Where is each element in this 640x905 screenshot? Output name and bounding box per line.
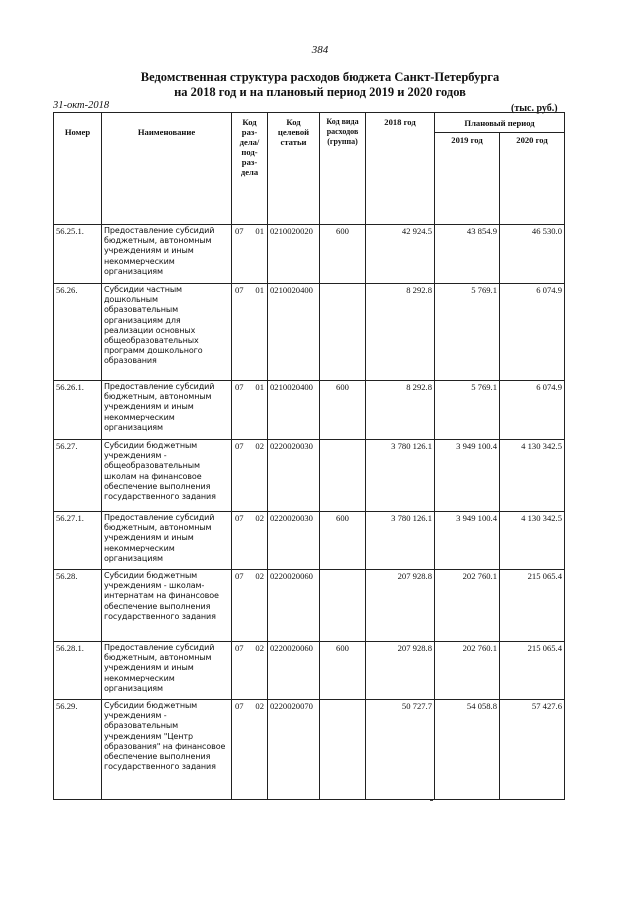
row-target-code: 0210020400	[268, 284, 320, 381]
row-section-code	[232, 225, 268, 284]
header-year-2019: 2019 год	[435, 133, 500, 225]
row-podrazdel: 02	[255, 441, 264, 451]
table-row	[54, 700, 565, 800]
row-name: Субсидии бюджетным учреждениям - образовательным учреждениям "Центр образования" на финансовое обеспечение выполнения государственного задания	[102, 700, 232, 800]
page-number: 384	[311, 44, 329, 56]
table-row	[54, 570, 565, 642]
row-razdel: 07	[235, 285, 244, 295]
row-section-code	[232, 512, 268, 570]
document-title	[0, 70, 640, 100]
row-razdel: 07	[235, 643, 244, 653]
row-number: 56.28.1.	[54, 642, 102, 700]
row-amount-2019: 5 769.1	[435, 381, 500, 440]
row-amount-2019: 54 058.8	[435, 700, 500, 800]
row-expense-type: 600	[320, 381, 366, 440]
header-planned-period: Плановый период	[435, 113, 565, 133]
row-target-code: 0220020060	[268, 570, 320, 642]
row-razdel: 07	[235, 513, 244, 523]
row-expense-type: 600	[320, 512, 366, 570]
row-amount-2018: 42 924.5	[366, 225, 435, 284]
row-amount-2019: 202 760.1	[435, 642, 500, 700]
header-number: Номер	[54, 113, 102, 225]
row-name: Субсидии бюджетным учреждениям - школам-интернатам на финансовое обеспечение выполнения государственного задания	[102, 570, 232, 642]
table-row	[54, 642, 565, 700]
row-amount-2018: 207 928.8	[366, 642, 435, 700]
table-row	[54, 440, 565, 512]
row-podrazdel: 02	[255, 701, 264, 711]
units-label: (тыс. руб.)	[511, 103, 558, 114]
row-target-code: 0210020400	[268, 381, 320, 440]
header-expense-type-code: Код вида расходов (группа)	[320, 113, 366, 225]
row-razdel: 07	[235, 571, 244, 581]
row-podrazdel: 02	[255, 643, 264, 653]
row-name: Предоставление субсидий бюджетным, автономным учреждениям и иным некоммерческим организациям	[102, 225, 232, 284]
row-section-code	[232, 700, 268, 800]
row-amount-2020: 46 530.0	[500, 225, 565, 284]
row-razdel: 07	[235, 226, 244, 236]
row-amount-2018: 3 780 126.1	[366, 440, 435, 512]
row-target-code: 0220020030	[268, 512, 320, 570]
row-podrazdel: 01	[255, 226, 264, 236]
row-amount-2018: 3 780 126.1	[366, 512, 435, 570]
row-target-code: 0220020070	[268, 700, 320, 800]
row-amount-2019: 3 949 100.4	[435, 440, 500, 512]
row-amount-2019: 202 760.1	[435, 570, 500, 642]
row-amount-2018: 207 928.8	[366, 570, 435, 642]
row-expense-type	[320, 700, 366, 800]
row-target-code: 0220020060	[268, 642, 320, 700]
title-line-2: на 2018 год и на плановый период 2019 и 2020 годов	[174, 85, 466, 99]
row-podrazdel: 02	[255, 513, 264, 523]
row-expense-type: 600	[320, 642, 366, 700]
row-amount-2020: 215 065.4	[500, 570, 565, 642]
scan-mark	[430, 800, 433, 801]
row-name: Субсидии частным дошкольным образовательным организациям для реализации основных общеобразовательных программ дошкольного образования	[102, 284, 232, 381]
row-number: 56.26.	[54, 284, 102, 381]
row-number: 56.27.	[54, 440, 102, 512]
document-date: 31-окт-2018	[53, 100, 110, 111]
row-expense-type: 600	[320, 225, 366, 284]
row-amount-2020: 215 065.4	[500, 642, 565, 700]
row-amount-2018: 8 292.8	[366, 381, 435, 440]
row-amount-2019: 3 949 100.4	[435, 512, 500, 570]
header-target-code: Код целевой статьи	[268, 113, 320, 225]
row-amount-2019: 43 854.9	[435, 225, 500, 284]
row-number: 56.29.	[54, 700, 102, 800]
row-razdel: 07	[235, 382, 244, 392]
row-section-code	[232, 381, 268, 440]
row-amount-2018: 8 292.8	[366, 284, 435, 381]
table-row	[54, 284, 565, 381]
row-podrazdel: 02	[255, 571, 264, 581]
row-section-code	[232, 642, 268, 700]
header-name: Наименование	[102, 113, 232, 225]
budget-table	[53, 112, 565, 800]
table-row	[54, 225, 565, 284]
row-amount-2019: 5 769.1	[435, 284, 500, 381]
row-amount-2020: 6 074.9	[500, 284, 565, 381]
row-podrazdel: 01	[255, 285, 264, 295]
table-row	[54, 381, 565, 440]
row-amount-2020: 57 427.6	[500, 700, 565, 800]
row-expense-type	[320, 284, 366, 381]
row-number: 56.26.1.	[54, 381, 102, 440]
row-number: 56.28.	[54, 570, 102, 642]
row-name: Предоставление субсидий бюджетным, автономным учреждениям и иным некоммерческим организациям	[102, 381, 232, 440]
row-podrazdel: 01	[255, 382, 264, 392]
header-section-code: Код раз- дела/ под- раз- дела	[232, 113, 268, 225]
row-amount-2018: 50 727.7	[366, 700, 435, 800]
row-razdel: 07	[235, 441, 244, 451]
row-expense-type	[320, 440, 366, 512]
title-line-1: Ведомственная структура расходов бюджета Санкт-Петербурга	[140, 70, 500, 84]
row-expense-type	[320, 570, 366, 642]
row-name: Предоставление субсидий бюджетным, автономным учреждениям и иным некоммерческим организациям	[102, 642, 232, 700]
row-section-code	[232, 440, 268, 512]
row-amount-2020: 4 130 342.5	[500, 440, 565, 512]
row-amount-2020: 6 074.9	[500, 381, 565, 440]
header-year-2020: 2020 год	[500, 133, 565, 225]
row-amount-2020: 4 130 342.5	[500, 512, 565, 570]
row-target-code: 0210020020	[268, 225, 320, 284]
row-target-code: 0220020030	[268, 440, 320, 512]
row-name: Субсидии бюджетным учреждениям - общеобразовательным школам на финансовое обеспечение выполнения государственного задания	[102, 440, 232, 512]
header-year-2018: 2018 год	[366, 113, 435, 225]
row-section-code	[232, 570, 268, 642]
table-row	[54, 512, 565, 570]
row-number: 56.25.1.	[54, 225, 102, 284]
row-number: 56.27.1.	[54, 512, 102, 570]
row-razdel: 07	[235, 701, 244, 711]
row-section-code	[232, 284, 268, 381]
row-name: Предоставление субсидий бюджетным, автономным учреждениям и иным некоммерческим организациям	[102, 512, 232, 570]
